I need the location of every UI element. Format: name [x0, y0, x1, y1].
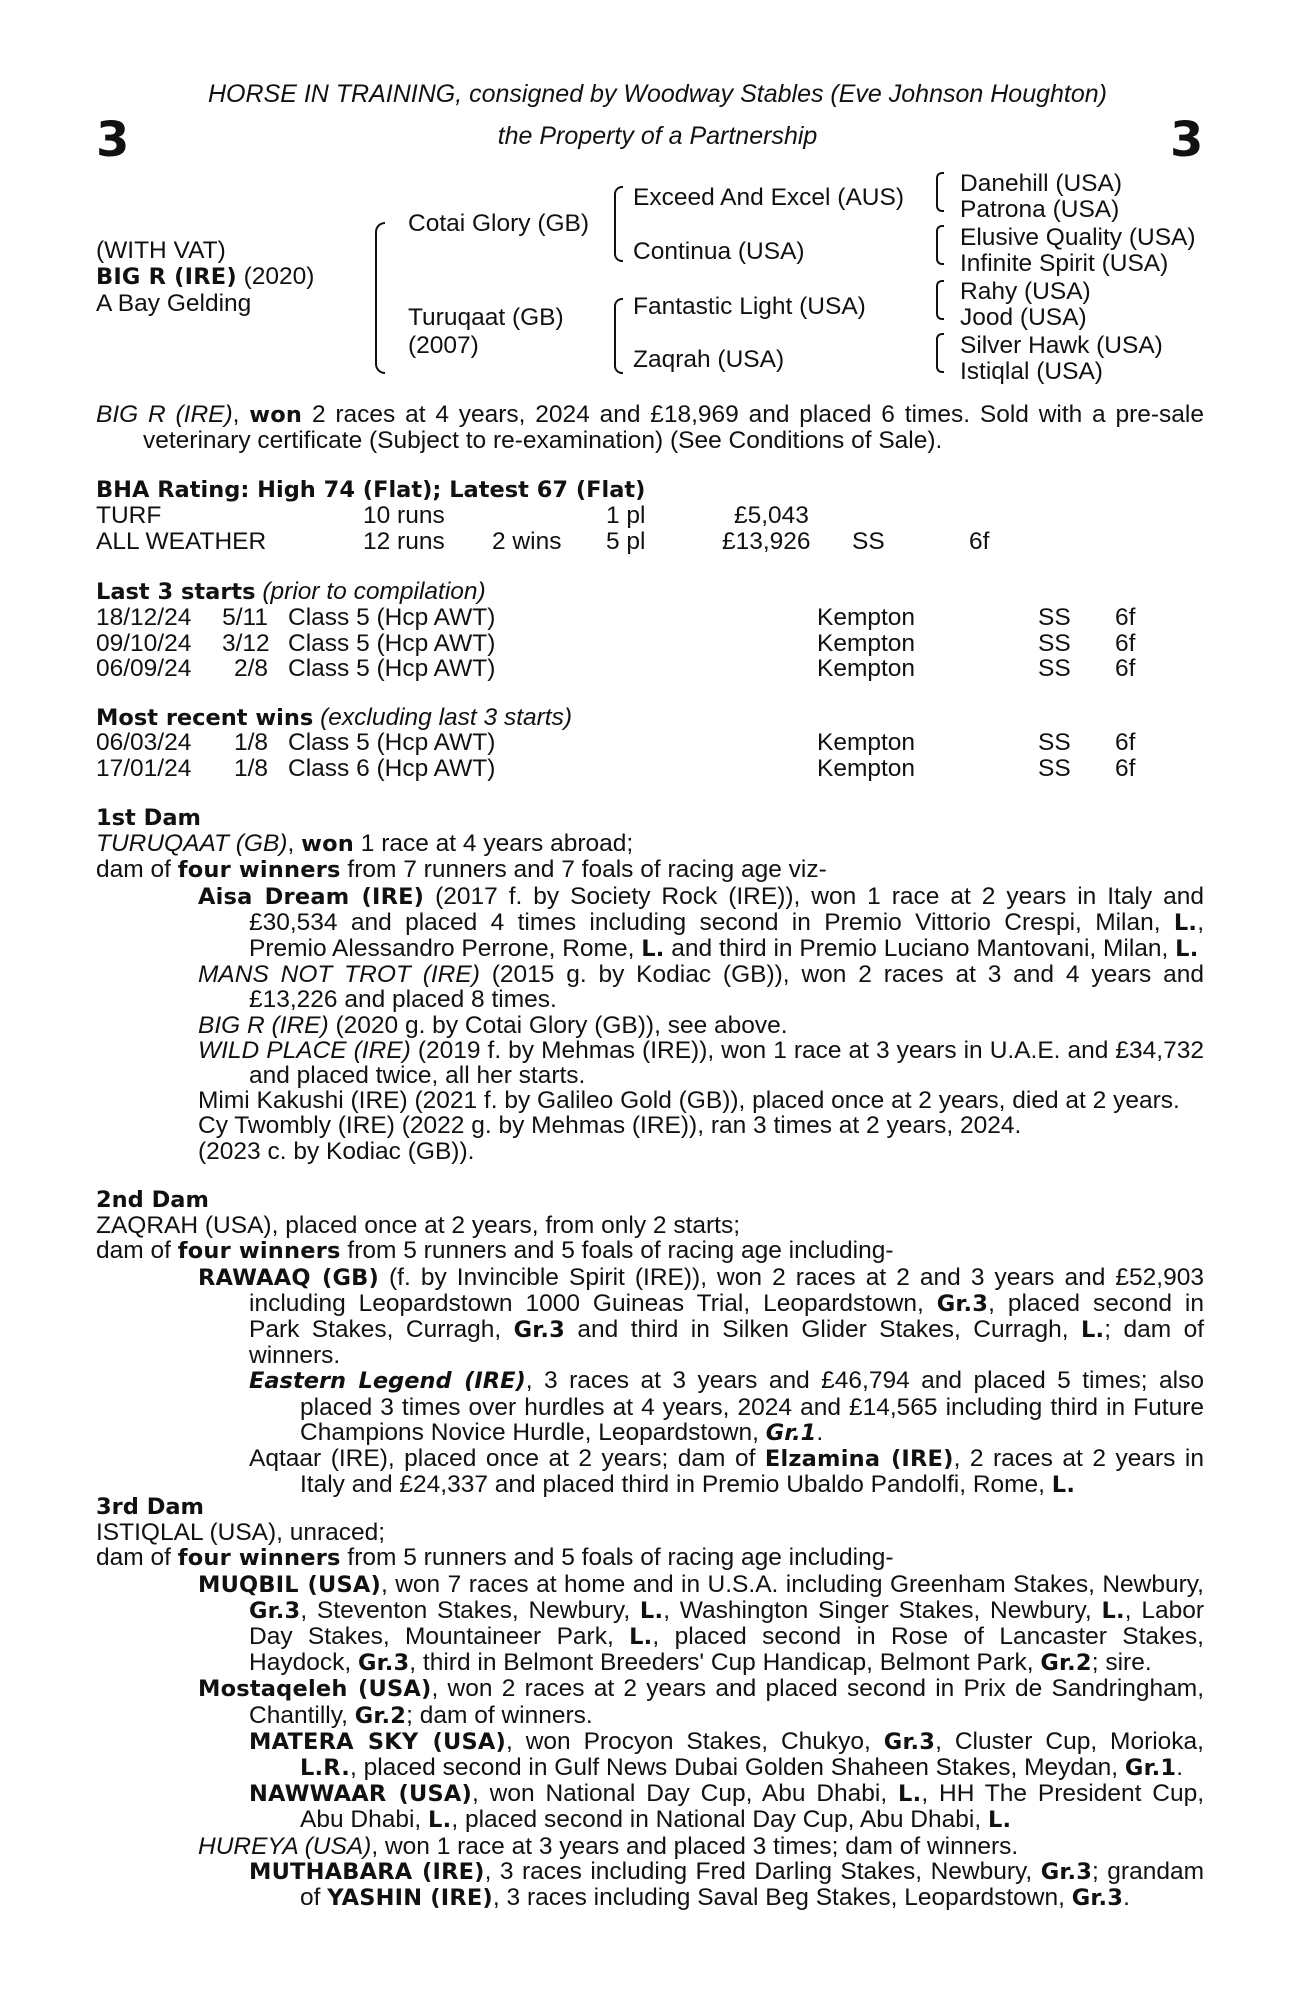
- pedigree-brace-g1: [936, 172, 944, 212]
- pedigree-brace-dam: [614, 298, 623, 374]
- dam-sire: Fantastic Light (USA): [633, 293, 866, 320]
- second-dam-section: [96, 1188, 1204, 1498]
- progeny-mans-not-trot: [96, 962, 1204, 1012]
- race-grade: L.R.: [300, 1755, 350, 1782]
- progeny-record: , placed second in National Day Cup, Abu Dhabi,: [451, 1806, 988, 1834]
- progeny-record: , 3 races at 3 years and £46,794 and placed 5 times; also placed 3 times over hurdles at 4 years, 2024 and £14,565 including third in Future Champions Novice Hurdle, Leopardstown,: [300, 1367, 1204, 1446]
- last-3-starts-heading: [96, 578, 486, 606]
- progeny-record: (2020 g. by Cotai Glory (GB)), see above.: [328, 1011, 788, 1039]
- progeny-name: NAWWAAR (USA): [249, 1781, 472, 1808]
- race-grade: Gr.3: [936, 1290, 989, 1317]
- consignor-line: HORSE IN TRAINING, consigned by Woodway Stables (Eve Johnson Houghton): [207, 80, 1107, 108]
- progeny-record: ; sire.: [1091, 1649, 1152, 1677]
- progeny-hureya: [96, 1834, 1204, 1859]
- progeny-record: (2017 f. by Society Rock (IRE)), won 1 race at 2 years in Italy and £30,534 and placed 4 times including second in Premio Vittorio Crespi, Milan,: [249, 882, 1204, 936]
- progeny-rawaaq: [96, 1265, 1204, 1369]
- pedigree-brace-g2: [936, 225, 944, 265]
- progeny-name: MUQBIL (USA): [198, 1571, 381, 1598]
- recent-wins-title: Most recent wins: [96, 705, 314, 731]
- race-date: 09/10/24: [96, 629, 192, 657]
- grandparent-5: Rahy (USA): [960, 278, 1091, 305]
- grandparent-2: Patrona (USA): [960, 196, 1120, 223]
- race-grade: L.: [1173, 909, 1198, 936]
- race-grade: L.: [898, 1781, 922, 1808]
- summary-text-2: veterinary certificate (Subject to re-examination) (See Conditions of Sale).: [143, 427, 943, 455]
- race-course: Kempton: [817, 604, 916, 631]
- grandparent-7: Silver Hawk (USA): [960, 332, 1163, 359]
- race-date: 06/09/24: [96, 655, 192, 682]
- progeny-record: and third in Silken Glider Stakes, Curragh,: [565, 1316, 1081, 1344]
- progeny-record: ; dam of winners.: [406, 1701, 593, 1729]
- progeny-record: (2019 f. by Mehmas (IRE)), won 1 race at 3 years in U.A.E. and £34,732 and placed twice, all her starts.: [249, 1036, 1204, 1090]
- progeny-record: , 3 races including Fred Darling Stakes, Newbury,: [484, 1857, 1041, 1885]
- first-dam-name: TURUQAAT (GB): [96, 830, 288, 858]
- second-dam-heading: 2nd Dam: [96, 1187, 209, 1213]
- pedigree-brace-g3: [936, 280, 944, 320]
- property-line: the Property of a Partnership: [497, 122, 818, 150]
- progeny-record: (f. by Invincible Spirit (IRE)), won 2 races at 2 and 3 years and £52,903 including Leopardstown 1000 Guineas Trial, Leopardstown,: [249, 1263, 1204, 1317]
- progeny-record: Aqtaar (IRE), placed once at 2 years; dam of: [249, 1445, 765, 1473]
- horse-year: (2020): [243, 263, 315, 290]
- race-grade: L.: [639, 1597, 664, 1624]
- progeny-record: , 2 races at 2 years in Italy and £24,337 and placed third in Premio Ubaldo Pandolfi, Rome,: [300, 1445, 1204, 1499]
- race-date: 06/03/24: [96, 729, 192, 756]
- progeny-name: HUREYA (USA): [198, 1832, 372, 1860]
- race-going: SS: [1038, 754, 1071, 782]
- horse-summary: BIG R (IRE), won 2 races at 4 years, 2024 and £18,969 and placed 6 times. Sold with a pre-sale veterinary certificate (Subject to re-examination) (See Conditions of Sale).: [96, 401, 1204, 455]
- sire-dam: Continua (USA): [633, 238, 805, 265]
- progeny-big-r: [96, 1013, 1204, 1038]
- rating-runs: 10 runs: [363, 502, 445, 529]
- foals-summary: from 7 runners and 7 foals of racing age viz-: [340, 856, 827, 884]
- progeny-eastern-legend: [96, 1368, 1204, 1446]
- lot-number-left: 3: [96, 112, 130, 168]
- grandparent-1: Danehill (USA): [960, 170, 1123, 197]
- progeny-muqbil: [96, 1572, 1204, 1677]
- rating-placed: 5 pl: [606, 528, 646, 555]
- race-grade: Gr.1: [765, 1419, 817, 1446]
- progeny-record: , 3 races including Saval Beg Stakes, Leopardstown,: [492, 1884, 1072, 1912]
- progeny-name: BIG R (IRE): [198, 1011, 329, 1039]
- race-grade: L.: [428, 1807, 452, 1834]
- progeny-matera-sky: [96, 1729, 1204, 1781]
- race-distance: 6f: [1115, 729, 1136, 756]
- progeny-name: Eastern Legend (IRE): [249, 1368, 526, 1395]
- progeny-name: Elzamina (IRE): [764, 1446, 954, 1473]
- third-dam-section: [96, 1495, 1204, 1911]
- last-3-title: Last 3 starts: [96, 579, 256, 605]
- race-grade: Gr.3: [249, 1597, 301, 1624]
- progeny-record: , won 1 race at 3 years and placed 3 times; dam of winners.: [371, 1832, 1019, 1860]
- grandparent-4: Infinite Spirit (USA): [960, 250, 1169, 277]
- race-position: 1/8: [233, 754, 268, 782]
- rating-wins: 2 wins: [492, 528, 562, 555]
- race-grade: L.: [1081, 1317, 1105, 1344]
- third-dam-record: ISTIQLAL (USA), unraced;: [96, 1519, 386, 1547]
- race-going: SS: [1038, 604, 1071, 631]
- horse-description: A Bay Gelding: [96, 290, 252, 317]
- race-grade: L.: [1175, 936, 1199, 963]
- winners-count: four winners: [177, 1545, 341, 1572]
- first-dam-section: 1st Dam TURUQAAT (GB), won 1 race at 4 years abroad; dam of four winners from 7 runners and 7 foals of racing age viz- Aisa Dream (IRE) (2017 f. by Society Rock (IRE)), won 1 race at 2 years in Italy and £30,534 and placed 4 times including second in Premio Vittorio Crespi, Milan, L., Premio Alessandro Perrone, Rome, L. and third in Premio Luciano Mantovani, Milan, L. MANS NOT TROT (IRE) (2015 g. by Kodiac (GB)), won 2 races at 3 and 4 years and £13,226 and placed 8 times. BIG R (IRE) (2020 g. by Cotai Glory (GB)), see above. WILD PLACE (IRE) (2019 f. by Mehmas (IRE)), won 1 race at 3 years in U.A.E. and £34,732 and placed twice, all her starts. Mimi Kakushi (IRE) (2021 f. by Galileo Gold (GB)), placed once at 2 years, died at 2 years. Cy Twombly (IRE) (2022 g. by Mehmas (IRE)), ran 3 times at 2 years, 2024. (2023 c. by Kodiac (GB)).: [96, 805, 1204, 1165]
- third-dam-heading: 3rd Dam: [96, 1494, 204, 1520]
- race-grade: L.: [1051, 1472, 1076, 1499]
- rating-distance: 6f: [969, 528, 990, 555]
- grandparent-3: Elusive Quality (USA): [960, 224, 1196, 251]
- race-course: Kempton: [817, 729, 916, 756]
- race-course: Kempton: [817, 754, 916, 782]
- race-class: Class 6 (Hcp AWT): [288, 754, 496, 782]
- race-distance: 6f: [1115, 754, 1136, 782]
- race-position: 3/12: [222, 629, 270, 657]
- progeny-record: , third in Belmont Breeders' Cup Handicap, Belmont Park,: [409, 1649, 1041, 1677]
- race-going: SS: [1038, 655, 1071, 682]
- race-distance: 6f: [1115, 629, 1136, 657]
- progeny-record: .: [1123, 1884, 1130, 1912]
- progeny-record: , placed second in Rose of Lancaster Stakes, Haydock,: [249, 1623, 1204, 1677]
- race-going: SS: [1038, 629, 1071, 657]
- progeny-record: , won National Day Cup, Abu Dhabi,: [471, 1780, 899, 1808]
- race-class: Class 5 (Hcp AWT): [288, 729, 496, 756]
- summary-text-1: 2 races at 4 years, 2024 and £18,969 and placed 6 times. Sold with a pre-sale: [302, 401, 1204, 428]
- race-class: Class 5 (Hcp AWT): [288, 655, 496, 682]
- first-dam-record: 1 race at 4 years abroad;: [353, 830, 634, 858]
- summary-horse-name: BIG R (IRE): [96, 401, 233, 428]
- progeny-wild-place: [96, 1038, 1204, 1088]
- winners-count: four winners: [177, 1238, 341, 1265]
- recent-wins-heading: [96, 704, 572, 732]
- progeny-record: , Cluster Cup, Morioka,: [935, 1727, 1204, 1755]
- rating-surface: ALL WEATHER: [96, 528, 267, 555]
- progeny-mostaqeleh: [96, 1676, 1204, 1728]
- race-grade: Gr.3: [1040, 1858, 1093, 1885]
- race-position: 5/11: [222, 604, 268, 631]
- grandparent-6: Jood (USA): [960, 304, 1087, 331]
- progeny-record: , placed second in Park Stakes, Curragh,: [249, 1289, 1204, 1344]
- bha-rating-heading: BHA Rating: High 74 (Flat); Latest 67 (Flat): [96, 477, 646, 503]
- progeny-record: , won 7 races at home and in U.S.A. including Greenham Stakes, Newbury,: [380, 1570, 1204, 1598]
- progeny-record: , won 2 races at 2 years and placed second in Prix de Sandringham, Chantilly,: [249, 1675, 1205, 1729]
- progeny-name: MUTHABARA (IRE): [249, 1858, 485, 1885]
- rating-placed: 1 pl: [606, 502, 646, 529]
- progeny-record: .: [1176, 1754, 1184, 1782]
- progeny-name: YASHIN (IRE): [327, 1885, 493, 1912]
- rating-surface: TURF: [96, 502, 162, 529]
- dam-of-label: dam of: [96, 856, 178, 884]
- race-date: 18/12/24: [96, 604, 192, 631]
- race-grade: Gr.3: [513, 1317, 565, 1344]
- dam-of-label: dam of: [96, 1544, 178, 1572]
- progeny-record: and third in Premio Luciano Mantovani, Milan,: [664, 935, 1176, 963]
- progeny-record: (2015 g. by Kodiac (GB)), won 2 races at 3 and 4 years and £13,226 and placed 8 times.: [249, 961, 1204, 1014]
- race-position: 1/8: [233, 729, 268, 756]
- race-class: Class 5 (Hcp AWT): [288, 629, 496, 657]
- summary-won: won: [249, 402, 303, 428]
- progeny-record: ; dam of winners.: [249, 1316, 1205, 1370]
- sire-sire: Exceed And Excel (AUS): [633, 184, 904, 211]
- dam-year: (2007): [408, 332, 479, 359]
- race-grade: L.: [629, 1624, 653, 1651]
- rating-going: SS: [852, 528, 885, 555]
- race-distance: 6f: [1115, 604, 1136, 631]
- progeny-cy-twombly: Cy Twombly (IRE) (2022 g. by Mehmas (IRE)), ran 3 times at 2 years, 2024.: [198, 1112, 1022, 1140]
- progeny-name: RAWAAQ (GB): [198, 1264, 379, 1291]
- progeny-record: , won Procyon Stakes, Chukyo,: [505, 1727, 884, 1755]
- first-dam-heading: 1st Dam: [96, 805, 201, 831]
- progeny-mimi-kakushi: Mimi Kakushi (IRE) (2021 f. by Galileo Gold (GB)), placed once at 2 years, died at 2 years.: [198, 1087, 1180, 1115]
- progeny-name: Aisa Dream (IRE): [198, 883, 425, 910]
- dam: Turuqaat (GB): [408, 304, 564, 331]
- pedigree-brace-g4: [936, 333, 944, 373]
- rating-prize: £5,043: [734, 502, 809, 529]
- vat-label: (WITH VAT): [96, 237, 226, 264]
- horse-name-line: [96, 263, 314, 291]
- first-dam-won: won: [301, 831, 354, 858]
- race-class: Class 5 (Hcp AWT): [288, 604, 496, 631]
- race-grade: Gr.2: [1040, 1650, 1092, 1677]
- race-grade: Gr.3: [1071, 1885, 1124, 1912]
- horse-name: BIG R (IRE): [96, 264, 237, 290]
- recent-wins-note: (excluding last 3 starts): [320, 704, 573, 731]
- progeny-record: , HH The President Cup, Abu Dhabi,: [300, 1780, 1205, 1834]
- progeny-nawwaar: [96, 1781, 1204, 1833]
- race-going: SS: [1038, 729, 1071, 756]
- lot-number-right: 3: [1170, 112, 1204, 168]
- race-grade: L.: [987, 1807, 1012, 1834]
- race-grade: Gr.2: [354, 1702, 407, 1729]
- rating-runs: 12 runs: [363, 528, 445, 555]
- winners-count: four winners: [177, 857, 341, 884]
- progeny-aqtaar: [96, 1446, 1204, 1498]
- progeny-record: , Washington Singer Stakes, Newbury,: [663, 1596, 1102, 1624]
- progeny-record: .: [816, 1418, 824, 1446]
- pedigree-brace-sire: [614, 186, 623, 262]
- race-grade: Gr.3: [357, 1650, 410, 1677]
- race-grade: Gr.1: [1124, 1755, 1177, 1782]
- race-distance: 6f: [1115, 655, 1136, 682]
- race-course: Kempton: [817, 655, 916, 682]
- progeny-record: , Steventon Stakes, Newbury,: [300, 1596, 640, 1624]
- second-dam-record: ZAQRAH (USA), placed once at 2 years, from only 2 starts;: [96, 1212, 741, 1240]
- foals-summary: from 5 runners and 5 foals of racing age including-: [340, 1544, 894, 1572]
- progeny-name: WILD PLACE (IRE): [198, 1036, 411, 1064]
- progeny-name: Mostaqeleh (USA): [198, 1676, 432, 1703]
- race-course: Kempton: [817, 629, 916, 657]
- progeny-record: , Premio Alessandro Perrone, Rome,: [249, 908, 1204, 963]
- progeny-record: ; grandam of: [300, 1857, 1204, 1912]
- grandparent-8: Istiqlal (USA): [960, 358, 1103, 385]
- dam-of-label: dam of: [96, 1237, 178, 1265]
- progeny-muthabara: [96, 1859, 1204, 1911]
- race-date: 17/01/24: [96, 754, 192, 782]
- race-grade: L.: [641, 936, 665, 963]
- sire: Cotai Glory (GB): [408, 210, 590, 237]
- rating-prize: £13,926: [722, 528, 811, 555]
- progeny-name: MATERA SKY (USA): [249, 1728, 506, 1755]
- progeny-name: MANS NOT TROT (IRE): [198, 961, 480, 989]
- last-3-note: (prior to compilation): [262, 578, 486, 605]
- race-position: 2/8: [233, 655, 268, 682]
- race-grade: Gr.3: [883, 1728, 936, 1755]
- progeny-2023-colt: (2023 c. by Kodiac (GB)).: [198, 1137, 475, 1165]
- progeny-record: , placed second in Gulf News Dubai Golden Shaheen Stakes, Meydan,: [349, 1754, 1125, 1782]
- pedigree-brace-main: [375, 222, 385, 374]
- race-grade: L.: [1101, 1597, 1125, 1624]
- foals-summary: from 5 runners and 5 foals of racing age including-: [340, 1237, 894, 1265]
- progeny-aisa-dream: [96, 884, 1204, 963]
- dam-dam: Zaqrah (USA): [633, 346, 785, 373]
- progeny-record: , Labor Day Stakes, Mountaineer Park,: [249, 1596, 1204, 1651]
